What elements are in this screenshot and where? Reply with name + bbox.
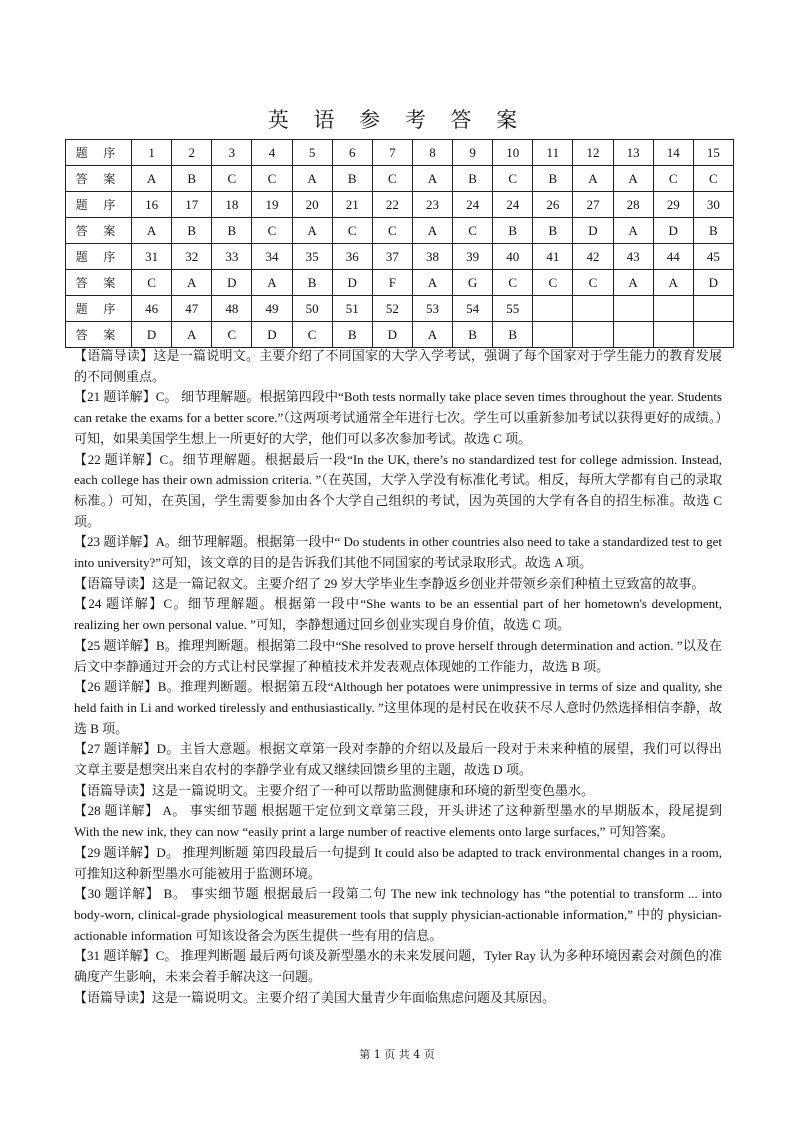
table-cell: 14 — [653, 140, 693, 166]
table-cell: D — [332, 270, 372, 296]
table-cell: B — [172, 166, 212, 192]
table-cell — [693, 322, 733, 348]
table-cell: 48 — [212, 296, 252, 322]
row-label: 题 序 — [66, 244, 132, 270]
table-cell: 52 — [372, 296, 412, 322]
table-cell: C — [292, 322, 332, 348]
table-cell: 23 — [412, 192, 452, 218]
table-cell: C — [212, 322, 252, 348]
table-cell — [533, 296, 573, 322]
table-cell: B — [533, 218, 573, 244]
table-cell — [693, 296, 733, 322]
explanations — [74, 346, 722, 1009]
answer-table-body — [66, 140, 734, 348]
table-cell: C — [212, 166, 252, 192]
table-cell: D — [372, 322, 412, 348]
table-cell: 20 — [292, 192, 332, 218]
table-cell: 46 — [132, 296, 172, 322]
table-cell — [653, 296, 693, 322]
table-cell: 5 — [292, 140, 332, 166]
table-cell: 41 — [533, 244, 573, 270]
table-cell: B — [332, 322, 372, 348]
table-row — [66, 270, 734, 296]
explanation-paragraph: 【22 题详解】C。细节理解题。根据最后一段“In the UK, there’s no standardized test for college admission. Instead, each college has their own admission criteria. ”（在英国，大学入学没有标准化考试。相反，每所大学都有自己的录取标准。）可知，在英国，学生需要参加由各个大学自己组织的考试，因为英国的大学有各自的招生标准。故选 C 项。 — [74, 451, 722, 529]
table-cell: A — [132, 218, 172, 244]
table-cell: 37 — [372, 244, 412, 270]
table-cell: D — [653, 218, 693, 244]
table-cell: 30 — [693, 192, 733, 218]
table-cell: A — [573, 166, 613, 192]
table-cell — [653, 322, 693, 348]
table-cell: C — [653, 166, 693, 192]
table-cell: C — [493, 270, 533, 296]
table-row — [66, 322, 734, 348]
table-cell: C — [252, 166, 292, 192]
answer-table — [65, 139, 734, 348]
table-cell: 19 — [252, 192, 292, 218]
table-cell: 54 — [453, 296, 493, 322]
table-cell: B — [693, 218, 733, 244]
table-cell: 29 — [653, 192, 693, 218]
table-cell: B — [493, 322, 533, 348]
table-cell: D — [132, 322, 172, 348]
table-cell: C — [372, 218, 412, 244]
row-label: 题 序 — [66, 192, 132, 218]
table-cell: C — [453, 218, 493, 244]
table-cell: G — [453, 270, 493, 296]
explanation-paragraph: 【27 题详解】D。主旨大意题。根据文章第一段对李静的介绍以及最后一段对于未来种植的展望，我们可以得出文章主要是想突出来自农村的李静学业有成又继续回馈乡里的主题，故选 D 项。 — [74, 741, 722, 778]
table-cell: 26 — [533, 192, 573, 218]
row-label: 答 案 — [66, 322, 132, 348]
explanation-paragraph: 【24 题详解】C。细节理解题。根据第一段中“She wants to be an essential part of her hometown's development, realizing her own personal value. ”可知，李静想通过回乡创业实现自身价值，故选 C 项。 — [74, 596, 722, 633]
table-row — [66, 296, 734, 322]
table-cell: 49 — [252, 296, 292, 322]
table-cell: A — [172, 270, 212, 296]
table-cell: 4 — [252, 140, 292, 166]
table-cell: 44 — [653, 244, 693, 270]
table-row — [66, 166, 734, 192]
table-cell: 47 — [172, 296, 212, 322]
explanation-paragraph: 【语篇导读】这是一篇说明文。主要介绍了一种可以帮助监测健康和环境的新型变色墨水。 — [74, 782, 595, 798]
table-cell — [573, 322, 613, 348]
table-cell: 10 — [493, 140, 533, 166]
explanation-paragraph: 【25 题详解】B。推理判断题。根据第二段中“She resolved to prove herself through determination and action. ”以及在后文中李静通过开会的方式让村民掌握了种植技术并发表观点体现她的工作能力，故选 B 项。 — [74, 637, 722, 674]
table-cell: C — [372, 166, 412, 192]
table-cell: A — [613, 166, 653, 192]
table-cell: 42 — [573, 244, 613, 270]
table-cell: 6 — [332, 140, 372, 166]
table-cell: A — [252, 270, 292, 296]
table-cell: B — [172, 218, 212, 244]
table-cell — [573, 296, 613, 322]
table-cell: 36 — [332, 244, 372, 270]
table-cell: B — [453, 322, 493, 348]
table-cell: 24 — [493, 192, 533, 218]
row-label: 答 案 — [66, 166, 132, 192]
table-cell: C — [252, 218, 292, 244]
table-cell: 53 — [412, 296, 452, 322]
table-cell: 12 — [573, 140, 613, 166]
table-cell: 39 — [453, 244, 493, 270]
table-cell: 43 — [613, 244, 653, 270]
table-cell: D — [252, 322, 292, 348]
table-cell: C — [493, 166, 533, 192]
table-cell: C — [533, 270, 573, 296]
row-label: 答 案 — [66, 218, 132, 244]
table-cell: D — [693, 270, 733, 296]
table-row — [66, 244, 734, 270]
table-cell: A — [613, 218, 653, 244]
table-cell: B — [493, 218, 533, 244]
table-cell: C — [332, 218, 372, 244]
table-cell — [533, 322, 573, 348]
table-row — [66, 218, 734, 244]
table-cell — [613, 296, 653, 322]
explanation-paragraph: 【29 题详解】D。 推理判断题 第四段最后一句提到 It could also be adapted to track environmental changes in a room,可推知这种新型墨水可能被用于监测环境。 — [74, 844, 722, 881]
table-cell: D — [212, 270, 252, 296]
explanation-paragraph: 【28 题详解】 A。 事实细节题 根据题干定位到文章第三段，开头讲述了这种新型墨水的早期版本，段尾提到 With the new ink, they can now “easily print a large number of reactive elements onto large surfaces,” 可知答案。 — [74, 803, 722, 840]
table-cell: 40 — [493, 244, 533, 270]
table-cell: A — [172, 322, 212, 348]
page-footer: 第 1 页 共 4 页 — [359, 1048, 435, 1061]
table-cell: 55 — [493, 296, 533, 322]
table-cell: A — [292, 166, 332, 192]
table-cell: 16 — [132, 192, 172, 218]
table-cell: 2 — [172, 140, 212, 166]
table-cell: 13 — [613, 140, 653, 166]
table-cell: 24 — [453, 192, 493, 218]
page-title: 英 语 参 考 答 案 — [267, 108, 527, 132]
explanation-paragraph: 【语篇导读】这是一篇记叙文。主要介绍了 29 岁大学毕业生李静返乡创业并带领乡亲们种植土豆致富的故事。 — [74, 575, 705, 591]
table-cell: 17 — [172, 192, 212, 218]
table-cell — [613, 322, 653, 348]
table-cell: 45 — [693, 244, 733, 270]
table-cell: 18 — [212, 192, 252, 218]
table-cell: 8 — [412, 140, 452, 166]
table-cell: 51 — [332, 296, 372, 322]
table-cell: A — [132, 166, 172, 192]
table-cell: 9 — [453, 140, 493, 166]
table-cell: A — [613, 270, 653, 296]
row-label: 题 序 — [66, 140, 132, 166]
explanation-paragraph: 【26 题详解】B。推理判断题。根据第五段“Although her potatoes were unimpressive in terms of size and quality, she held faith in Li and worked tirelessly and enthusiastically. ”这里体现的是村民在收获不尽人意时仍然选择相信李静，故选 B 项。 — [74, 679, 722, 736]
row-label: 答 案 — [66, 270, 132, 296]
table-cell: 22 — [372, 192, 412, 218]
table-cell: F — [372, 270, 412, 296]
table-cell: B — [212, 218, 252, 244]
table-cell: 3 — [212, 140, 252, 166]
table-cell: 33 — [212, 244, 252, 270]
table-cell: A — [412, 218, 452, 244]
table-cell: 38 — [412, 244, 452, 270]
table-cell: B — [332, 166, 372, 192]
table-cell: B — [292, 270, 332, 296]
table-cell: A — [653, 270, 693, 296]
table-cell: 31 — [132, 244, 172, 270]
table-cell: 27 — [573, 192, 613, 218]
table-row — [66, 192, 734, 218]
table-cell: 1 — [132, 140, 172, 166]
table-cell: 21 — [332, 192, 372, 218]
table-row — [66, 140, 734, 166]
table-cell: 32 — [172, 244, 212, 270]
explanation-paragraph: 【31 题详解】C。 推理判断题 最后两句谈及新型墨水的未来发展问题，Tyler Ray 认为多种环境因素会对颜色的准确度产生影响，未来会着手解决这一问题。 — [74, 948, 722, 985]
explanation-paragraph: 【30 题详解】 B。 事实细节题 根据最后一段第二句 The new ink technology has “the potential to transform ... into body-worn, clinical-grade physiological measurement tools that supply physician-actionable information,” 中的 physician-actionable information 可知该设备会为医生提供一些有用的信息。 — [74, 886, 722, 943]
table-cell: 50 — [292, 296, 332, 322]
table-cell: B — [453, 166, 493, 192]
table-cell: B — [533, 166, 573, 192]
table-cell: 11 — [533, 140, 573, 166]
table-cell: C — [132, 270, 172, 296]
table-cell: 28 — [613, 192, 653, 218]
table-cell: A — [412, 166, 452, 192]
table-cell: A — [292, 218, 332, 244]
table-cell: 34 — [252, 244, 292, 270]
explanation-paragraph: 【21 题详解】C。 细节理解题。根据第四段中“Both tests normally take place seven times throughout the year. Students can retake the exams for a better score.”（这两项考试通常全年进行七次。学生可以重新参加考试以获得更好的成绩。）可知，如果美国学生想上一所更好的大学，他们可以多次参加考试。故选 C 项。 — [74, 389, 722, 446]
table-cell: A — [412, 322, 452, 348]
row-label: 题 序 — [66, 296, 132, 322]
table-cell: C — [573, 270, 613, 296]
table-cell: 7 — [372, 140, 412, 166]
table-cell: A — [412, 270, 452, 296]
explanation-paragraph: 【语篇导读】这是一篇说明文。主要介绍了不同国家的大学入学考试，强调了每个国家对于学生能力的教育发展的不同侧重点。 — [74, 348, 722, 384]
table-cell: D — [573, 218, 613, 244]
table-cell: C — [693, 166, 733, 192]
table-cell: 15 — [693, 140, 733, 166]
explanation-paragraph: 【语篇导读】这是一篇说明文。主要介绍了美国大量青少年面临焦虑问题及其原因。 — [74, 989, 556, 1005]
explanation-paragraph: 【23 题详解】A。细节理解题。根据第一段中“ Do students in other countries also need to take a standardized test to get into university?”可知，该文章的目的是告诉我们其他不同国家的考试录取形式。故选 A 项。 — [74, 534, 722, 571]
table-cell: 35 — [292, 244, 332, 270]
